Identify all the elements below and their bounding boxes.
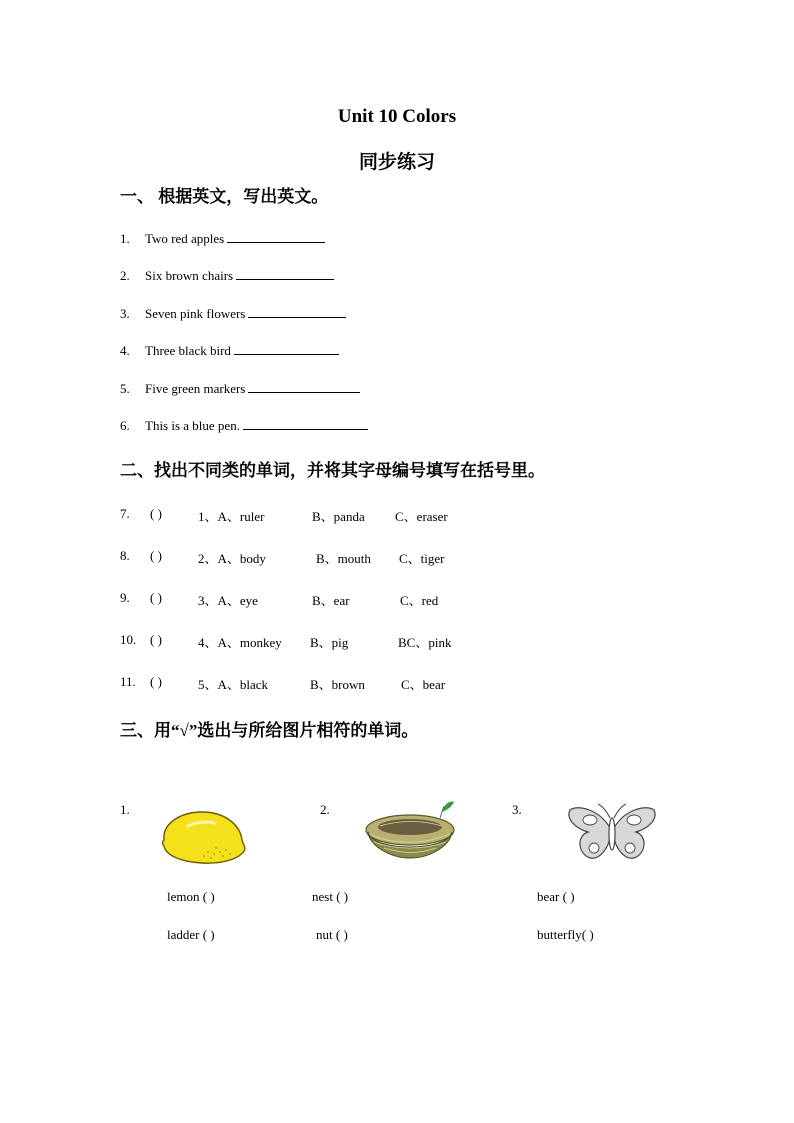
item-number: 1. — [120, 231, 130, 246]
option-b: B、panda — [312, 509, 365, 524]
item-number: 3. — [120, 306, 130, 321]
list-item — [120, 380, 360, 397]
list-item — [120, 417, 368, 434]
list-item — [120, 230, 325, 247]
item-text: Five green markers — [145, 381, 246, 396]
nest-icon — [360, 796, 460, 864]
picture-number: 3. — [512, 802, 522, 817]
question-row — [120, 632, 480, 650]
question-row — [120, 674, 480, 692]
item-text: Seven pink flowers — [145, 306, 246, 321]
option-ladder[interactable]: ladder ( ) — [167, 927, 215, 942]
option-c: C、red — [400, 593, 439, 608]
option-c: C、eraser — [395, 509, 448, 524]
option-nest[interactable]: nest ( ) — [312, 889, 349, 904]
item-number: 5. — [120, 381, 130, 396]
section1-heading: 一、 根据英文，写出英文。 — [120, 187, 329, 206]
option-a: 1、A、ruler — [198, 509, 265, 524]
answer-blank[interactable] — [234, 342, 339, 355]
item-text: This is a blue pen. — [145, 418, 240, 433]
option-nut[interactable]: nut ( ) — [316, 927, 348, 942]
question-number: 7. — [120, 506, 130, 521]
item-text: Two red apples — [145, 231, 225, 246]
picture-number: 1. — [120, 802, 130, 817]
answer-blank[interactable] — [227, 230, 325, 243]
option-butterfly[interactable]: butterfly( ) — [537, 927, 594, 942]
page-title: Unit 10 Colors — [337, 106, 457, 127]
answer-blank[interactable] — [236, 267, 334, 280]
item-text: Three black bird — [145, 343, 231, 358]
list-item — [120, 305, 346, 322]
answer-blank[interactable] — [248, 380, 360, 393]
option-c: C、bear — [401, 677, 446, 692]
question-row — [120, 590, 480, 608]
option-b: B、mouth — [316, 551, 371, 566]
option-c: C、tiger — [399, 551, 445, 566]
option-b: B、pig — [310, 635, 349, 650]
question-number: 9. — [120, 590, 130, 605]
answer-bracket[interactable]: ( ) — [150, 590, 162, 605]
section2-heading: 二、找出不同类的单词，并将其字母编号填写在括号里。 — [120, 461, 545, 480]
answer-blank[interactable] — [248, 305, 346, 318]
list-item — [120, 342, 339, 359]
page-subtitle: 同步练习 — [358, 152, 435, 173]
question-row — [120, 548, 480, 566]
picture-number: 2. — [320, 802, 330, 817]
item-number: 6. — [120, 418, 130, 433]
section3-heading: 三、用“√”选出与所给图片相符的单词。 — [120, 721, 419, 740]
option-b: B、ear — [312, 593, 350, 608]
question-number: 11. — [120, 674, 136, 689]
answer-bracket[interactable]: ( ) — [150, 506, 162, 521]
question-row — [120, 506, 480, 524]
butterfly-icon — [564, 802, 660, 862]
option-a: 2、A、body — [198, 551, 266, 566]
item-number: 4. — [120, 343, 130, 358]
lemon-icon — [158, 806, 248, 866]
option-a: 3、A、eye — [198, 593, 258, 608]
answer-bracket[interactable]: ( ) — [150, 674, 162, 689]
item-number: 2. — [120, 268, 130, 283]
answer-blank[interactable] — [243, 417, 368, 430]
option-b: B、brown — [310, 677, 365, 692]
option-bear[interactable]: bear ( ) — [537, 889, 575, 904]
option-a: 4、A、monkey — [198, 635, 282, 650]
item-text: Six brown chairs — [145, 268, 234, 283]
option-a: 5、A、black — [198, 677, 269, 692]
answer-bracket[interactable]: ( ) — [150, 632, 162, 647]
answer-bracket[interactable]: ( ) — [150, 548, 162, 563]
list-item — [120, 267, 334, 284]
question-number: 8. — [120, 548, 130, 563]
option-lemon[interactable]: lemon ( ) — [167, 889, 215, 904]
question-number: 10. — [120, 632, 137, 647]
option-c: BC、pink — [398, 635, 452, 650]
